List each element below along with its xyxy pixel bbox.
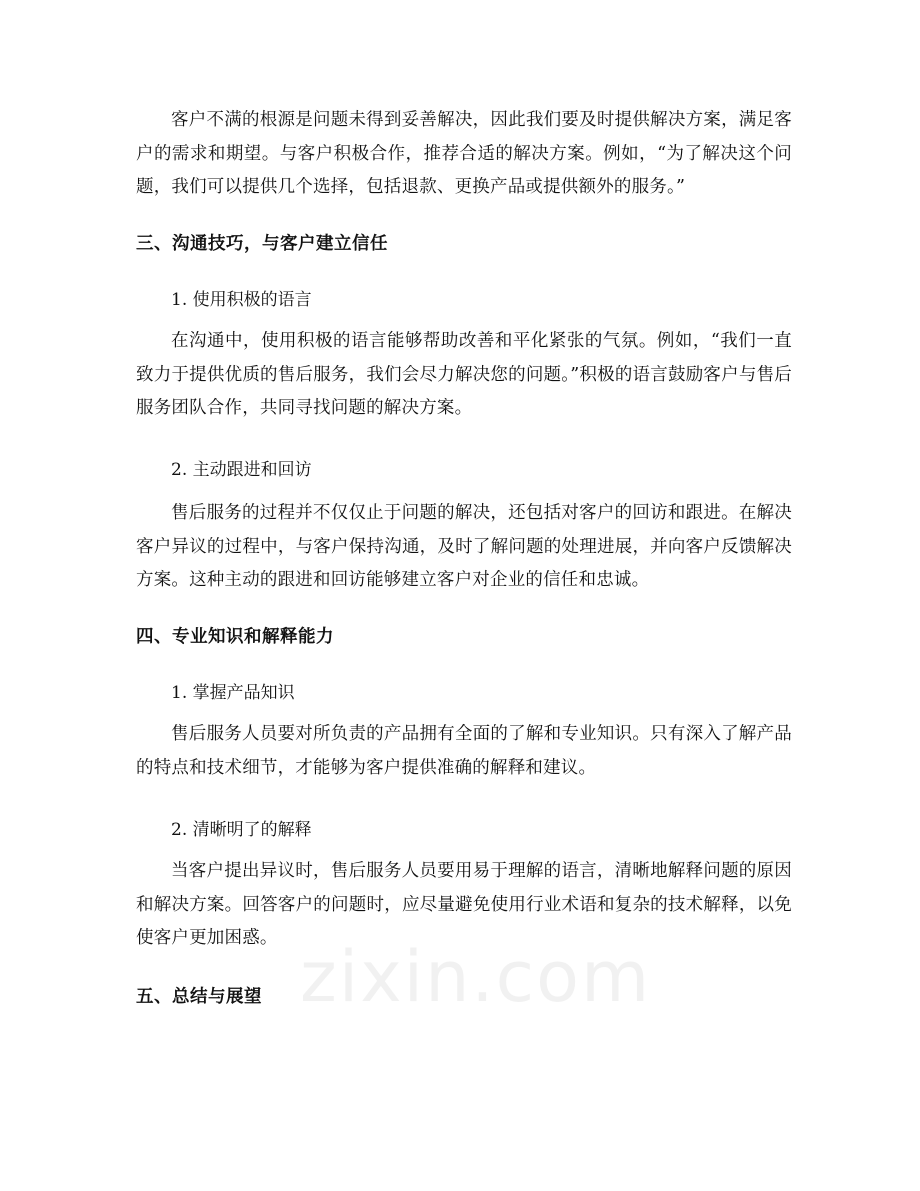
paragraph-positive-language: 在沟通中，使用积极的语言能够帮助改善和平化紧张的气氛。例如，“我们一直致力于提供优质的售后服务，我们会尽力解决您的问题。”积极的语言鼓励客户与售后服务团队合作，共同寻找问题的解决方案。 [136,331,792,418]
heading-professional-knowledge: 四、专业知识和解释能力 [136,627,334,647]
paragraph-product-knowledge: 售后服务人员要对所负责的产品拥有全面的了解和专业知识。只有深入了解产品的特点和技术细节，才能够为客户提供准确的解释和建议。 [136,724,792,778]
subheading-follow-up: 2. 主动跟进和回访 [171,460,312,480]
heading-summary-outlook: 五、总结与展望 [136,987,262,1007]
paragraph-solution: 客户不满的根源是问题未得到妥善解决，因此我们要及时提供解决方案，满足客户的需求和期望。与客户积极合作，推荐合适的解决方案。例如，“为了解决这个问题，我们可以提供几个选择，包括退款、更换产品或提供额外的服务。” [136,110,792,197]
subheading-product-knowledge: 1. 掌握产品知识 [171,683,295,703]
watermark: zixin.com [300,936,652,1018]
paragraph-clear-explanation: 当客户提出异议时，售后服务人员要用易于理解的语言，清晰地解释问题的原因和解决方案。回答客户的问题时，应尽量避免使用行业术语和复杂的技术解释，以免使客户更加困惑。 [136,861,792,948]
subheading-clear-explanation: 2. 清晰明了的解释 [171,820,312,840]
paragraph-follow-up: 售后服务的过程并不仅仅止于问题的解决，还包括对客户的回访和跟进。在解决客户异议的过程中，与客户保持沟通，及时了解问题的处理进展，并向客户反馈解决方案。这种主动的跟进和回访能够建立客户对企业的信任和忠诚。 [136,503,792,590]
heading-communication-skills: 三、沟通技巧，与客户建立信任 [136,234,388,254]
subheading-positive-language: 1. 使用积极的语言 [171,290,312,310]
